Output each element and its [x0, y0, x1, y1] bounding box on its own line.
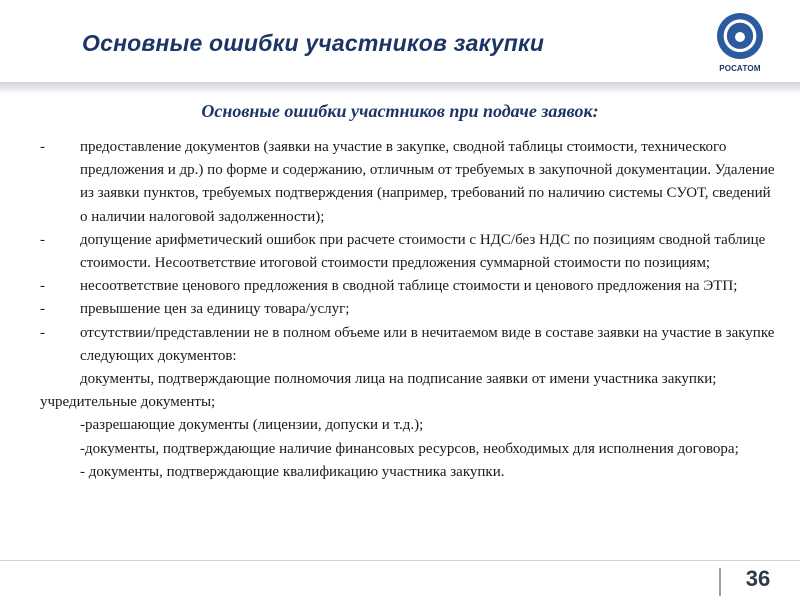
header-divider [0, 82, 800, 94]
document-paragraph: -документы, подтверждающие наличие финансовых ресурсов, необходимых для исполнения договора; [80, 440, 739, 457]
list-bullet: - [40, 324, 45, 341]
list-item [40, 298, 780, 321]
list-item-text: несоответствие ценового предложения в сводной таблице стоимости и ценового предложения на ЭТП; [80, 278, 738, 295]
list-bullet: - [40, 301, 45, 318]
content-body [40, 136, 780, 484]
list-bullet: - [40, 231, 45, 248]
list-item-text: отсутствии/представлении не в полном объеме или в нечитаемом виде в составе заявки на участие в закупке следующих документов: [80, 324, 775, 364]
list-item [40, 229, 780, 275]
page-number-separator [719, 568, 721, 596]
list-item-text: допущение арифметический ошибок при расчете стоимости с НДС/без НДС по позициям сводной таблице стоимости. Несоответствие итоговой стоимости предложения суммарной стоимости по позициям; [80, 231, 766, 272]
section-subtitle: Основные ошибки участников при подаче заявок: [201, 101, 599, 121]
atom-logo-icon [712, 12, 768, 62]
footer-divider [0, 560, 800, 561]
list-item [40, 136, 780, 229]
document-paragraph: -разрешающие документы (лицензии, допуски и т.д.); [80, 417, 424, 434]
document-paragraph: документы, подтверждающие полномочия лица на подписание заявки от имени участника закупки; учредительные документы; [40, 371, 717, 411]
list-item [40, 275, 780, 298]
page-number: 36 [745, 566, 771, 591]
logo-text: РОСАТОМ [719, 64, 761, 73]
page-title: Основные ошибки участников закупки [82, 30, 545, 56]
document-paragraph: - документы, подтверждающие квалификацию участника закупки. [80, 463, 505, 480]
rosatom-logo [712, 12, 768, 73]
list-item [40, 322, 780, 368]
list-item-text: превышение цен за единицу товара/услуг; [80, 301, 350, 318]
list-bullet: - [40, 278, 45, 295]
list-item-text: предоставление документов (заявки на участие в закупке, сводной таблицы стоимости, технического предложения и др.) по форме и содержанию, отличным от требуемых в закупочной документации. Удаление из заявки пунктов, требуемых подтверждения (например, требований по наличию системы СУОТ, сведений о наличии налоговой задолженности); [80, 139, 775, 225]
list-bullet: - [40, 139, 45, 155]
